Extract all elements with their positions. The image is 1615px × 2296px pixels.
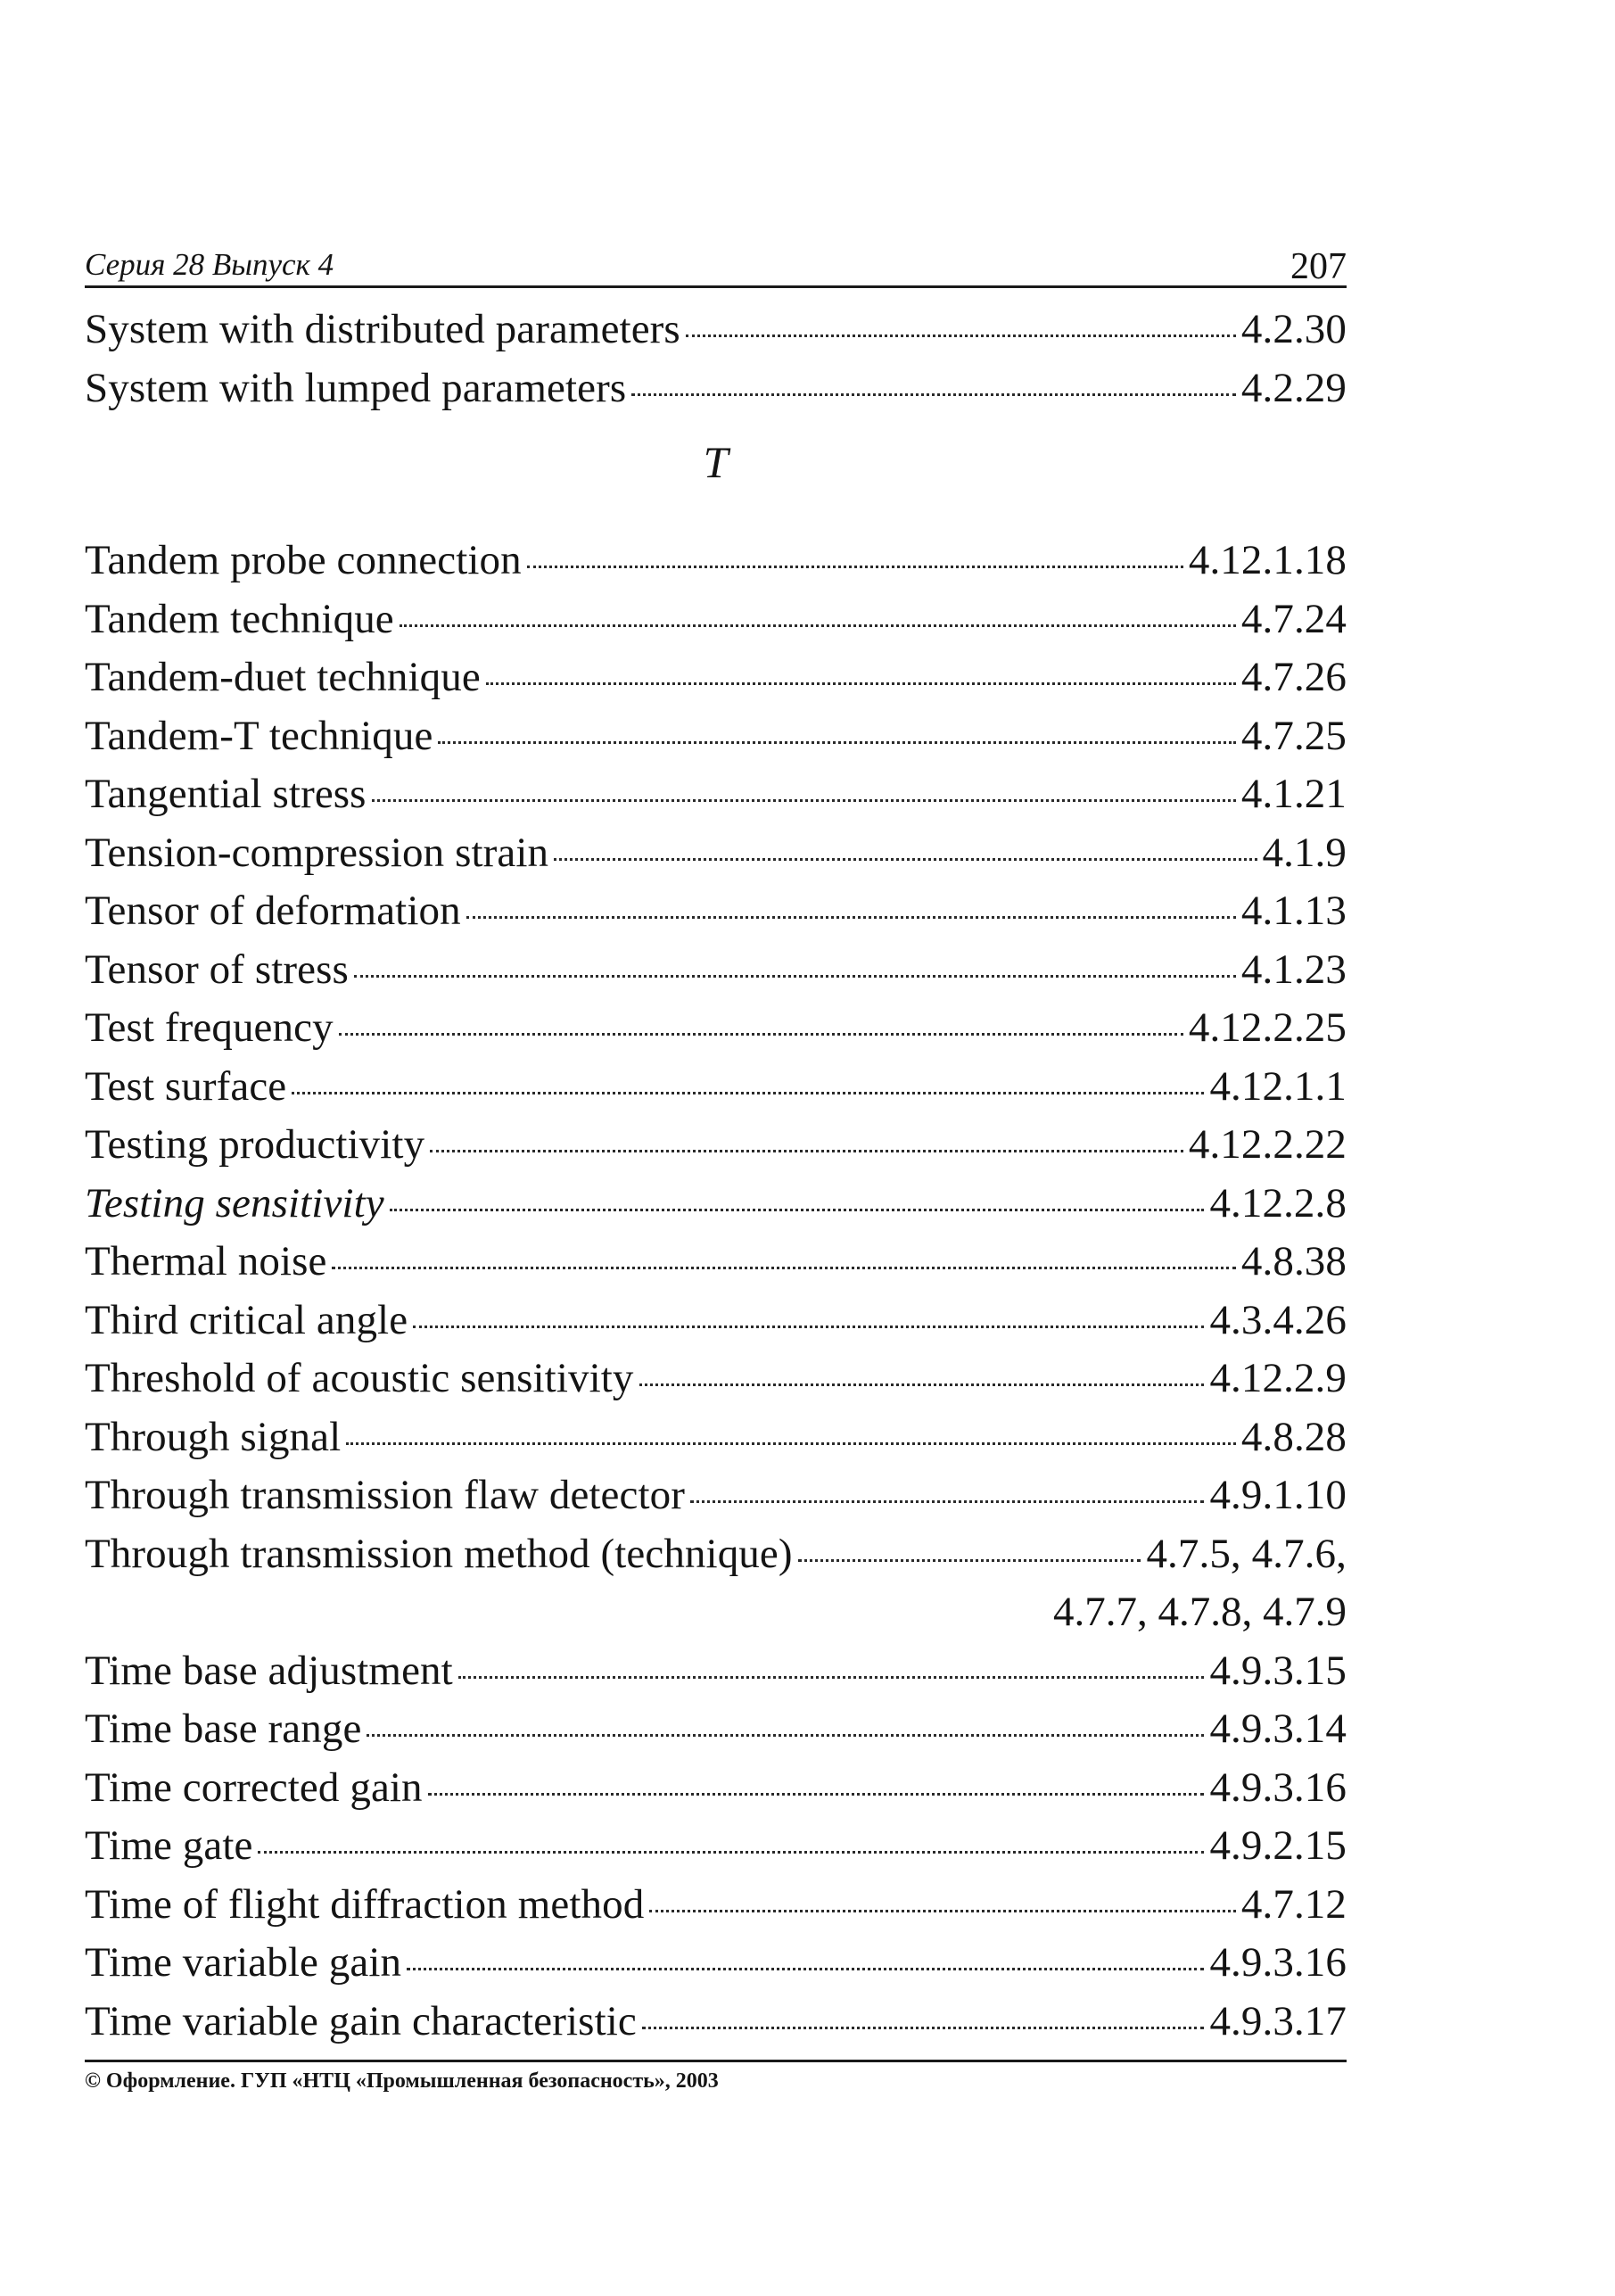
dot-leader	[639, 1383, 1205, 1386]
dot-leader	[642, 2027, 1205, 2029]
entry-ref: 4.1.9	[1262, 829, 1347, 876]
entry-ref: 4.1.21	[1240, 771, 1347, 817]
index-entry	[85, 765, 1347, 824]
entry-term: Through signal	[85, 1413, 342, 1460]
entry-term: Threshold of acoustic sensitivity	[85, 1355, 634, 1401]
dot-leader	[339, 1033, 1183, 1036]
entry-term: Tandem-duet technique	[85, 654, 481, 700]
entry-term: Thermal noise	[85, 1238, 327, 1284]
index-entry	[85, 1525, 1347, 1584]
entry-term: Tensor of stress	[85, 946, 349, 993]
dot-leader	[798, 1559, 1141, 1562]
index-entry	[85, 941, 1347, 1000]
index-entry	[85, 1817, 1347, 1876]
entry-ref-continuation: 4.7.7, 4.7.8, 4.7.9	[1053, 1589, 1347, 1635]
index-entry	[85, 1058, 1347, 1117]
entry-term: Time corrected gain	[85, 1763, 423, 1811]
index-entry	[85, 1466, 1347, 1525]
entry-ref: 4.7.12	[1240, 1880, 1347, 1928]
index-entry	[85, 1350, 1347, 1408]
dot-leader	[372, 799, 1236, 802]
dot-leader	[686, 334, 1236, 337]
entry-term: Through transmission flaw detector	[85, 1472, 685, 1518]
entry-term: Test surface	[85, 1062, 287, 1110]
entry-term: Tangential stress	[85, 771, 367, 817]
entry-term: Through transmission method (technique)	[85, 1530, 793, 1577]
index-entry	[85, 1233, 1347, 1292]
index-entry	[85, 359, 1347, 418]
dot-leader	[390, 1209, 1205, 1211]
index-entry	[85, 591, 1347, 649]
dot-leader	[354, 975, 1236, 978]
entry-ref: 4.2.30	[1240, 306, 1347, 352]
index-page	[85, 241, 1347, 2094]
entry-ref: 4.8.28	[1240, 1413, 1347, 1460]
entry-ref: 4.1.23	[1240, 946, 1347, 993]
entry-ref: 4.7.5, 4.7.6,	[1146, 1530, 1347, 1577]
index-entry	[85, 1642, 1347, 1701]
dot-leader	[428, 1793, 1205, 1796]
entry-ref: 4.9.3.16	[1209, 1939, 1347, 1986]
entry-term: System with distributed parameters	[85, 306, 680, 352]
entry-term: Tandem technique	[85, 595, 394, 642]
entry-ref: 4.3.4.26	[1209, 1296, 1347, 1343]
dot-leader	[332, 1267, 1235, 1269]
dot-leader	[258, 1851, 1204, 1854]
dot-leader	[400, 624, 1236, 627]
entry-term: Time gate	[85, 1822, 253, 1869]
index-entry	[85, 1175, 1347, 1234]
dot-leader	[407, 1968, 1204, 1970]
entry-term: System with lumped parameters	[85, 364, 627, 411]
entry-term: Testing sensitivity	[85, 1179, 384, 1226]
entry-ref: 4.9.3.14	[1209, 1705, 1347, 1752]
index-entry	[85, 648, 1347, 707]
entry-term: Tensor of deformation	[85, 888, 461, 934]
dot-leader	[438, 741, 1235, 744]
dot-leader	[649, 1910, 1236, 1912]
entry-term: Third critical angle	[85, 1296, 408, 1343]
dot-leader	[554, 858, 1257, 861]
entry-term: Test frequency	[85, 1004, 334, 1051]
index-entry	[85, 707, 1347, 766]
dot-leader	[458, 1676, 1205, 1679]
dot-leader	[413, 1326, 1204, 1328]
entry-ref: 4.7.26	[1240, 654, 1347, 700]
entry-ref: 4.7.24	[1240, 595, 1347, 642]
entry-ref: 4.9.2.15	[1209, 1822, 1347, 1869]
copyright-footer: © Оформление. ГУП «НТЦ «Промышленная безопасность», 2003	[85, 2060, 1347, 2094]
entry-term: Time base adjustment	[85, 1647, 453, 1694]
entry-term: Time variable gain	[85, 1939, 402, 1986]
index-entry	[85, 1408, 1347, 1467]
entry-ref: 4.9.3.17	[1209, 1997, 1347, 2044]
dot-leader	[346, 1442, 1236, 1445]
page-number: 207	[1290, 246, 1347, 287]
entry-ref: 4.1.13	[1240, 888, 1347, 934]
entry-ref: 4.7.25	[1240, 712, 1347, 759]
entry-ref: 4.12.1.18	[1188, 537, 1347, 583]
index-entry	[85, 824, 1347, 883]
entry-ref: 4.2.29	[1240, 364, 1347, 411]
entry-ref: 4.12.2.9	[1209, 1355, 1347, 1401]
dot-leader	[292, 1092, 1204, 1094]
index-entry	[85, 882, 1347, 941]
index-entry	[85, 1292, 1347, 1350]
index-entry	[85, 1876, 1347, 1935]
index-entry	[85, 1934, 1347, 1993]
dot-leader	[367, 1734, 1204, 1737]
entry-term: Testing productivity	[85, 1121, 425, 1168]
entry-term: Tension-compression strain	[85, 829, 549, 876]
entry-ref: 4.12.2.8	[1209, 1179, 1347, 1226]
series-title: Серия 28 Выпуск 4	[85, 247, 334, 282]
dot-leader	[430, 1150, 1183, 1152]
entry-term: Time base range	[85, 1705, 362, 1752]
index-entry	[85, 1759, 1347, 1818]
section-letter: T	[703, 437, 729, 487]
dot-leader	[466, 916, 1236, 919]
index-entry	[85, 1700, 1347, 1759]
entry-ref: 4.9.3.15	[1209, 1647, 1347, 1694]
entry-ref: 4.8.38	[1240, 1238, 1347, 1284]
entry-term: Time of flight diffraction method	[85, 1880, 645, 1928]
running-head	[85, 241, 1347, 288]
entry-ref: 4.12.2.22	[1188, 1121, 1347, 1168]
entry-term: Tandem-T technique	[85, 712, 433, 759]
index-entry	[85, 1116, 1347, 1175]
index-entry	[85, 532, 1347, 591]
entry-term: Time variable gain characteristic	[85, 1997, 637, 2044]
entry-ref: 4.12.1.1	[1209, 1062, 1347, 1110]
dot-leader	[690, 1500, 1204, 1503]
entry-ref: 4.9.3.16	[1209, 1763, 1347, 1811]
index-entry	[85, 1993, 1347, 2052]
dot-leader	[486, 682, 1236, 685]
dot-leader	[527, 566, 1183, 568]
index-entry	[85, 999, 1347, 1058]
entry-ref: 4.12.2.25	[1188, 1004, 1347, 1051]
entry-ref: 4.9.1.10	[1209, 1472, 1347, 1518]
dot-leader	[631, 393, 1236, 396]
index-entry	[85, 301, 1347, 359]
index-entries	[85, 301, 1347, 2051]
entry-term: Tandem probe connection	[85, 537, 522, 583]
